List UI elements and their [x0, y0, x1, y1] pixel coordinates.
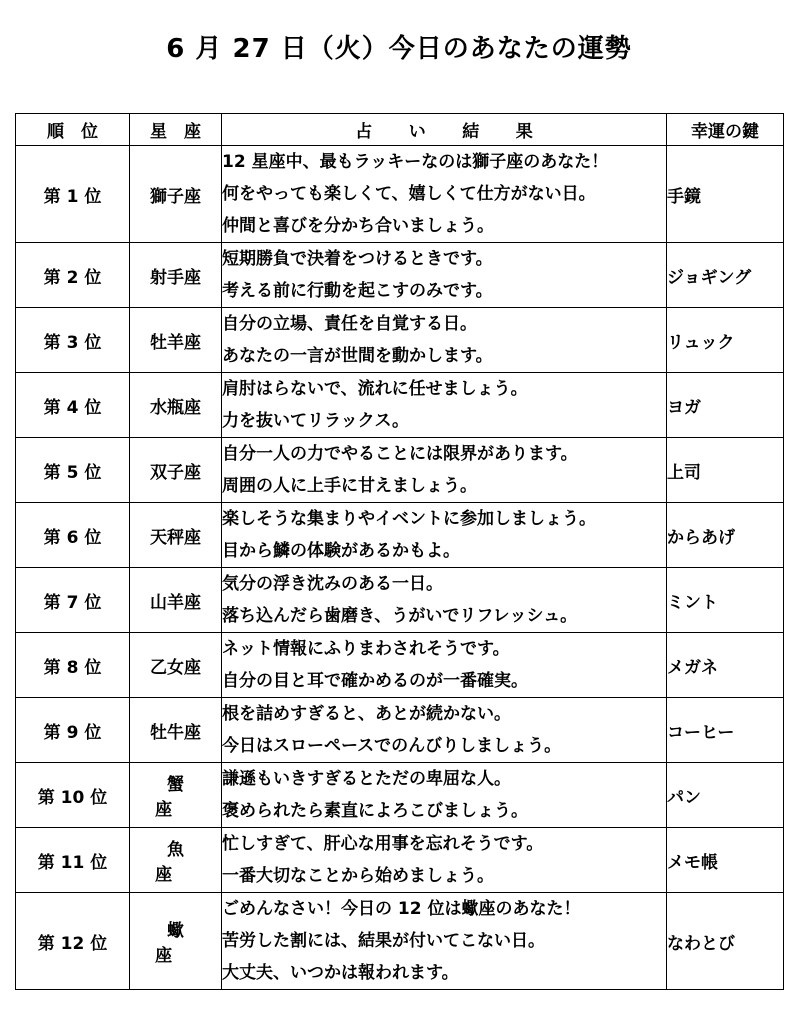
sign-cell: 牡羊座: [130, 308, 222, 373]
lucky-key-cell: ジョギング: [667, 243, 784, 308]
fortune-table: [15, 113, 784, 990]
lucky-key-cell: ミント: [667, 568, 784, 633]
result-line: 目から鱗の体験があるかもよ。: [222, 541, 460, 561]
lucky-key-cell: なわとび: [667, 893, 784, 990]
table-row: [16, 893, 784, 990]
result-line: 12 星座中、最もラッキーなのは獅子座のあなた！: [222, 152, 609, 172]
sign-cell: 天秤座: [130, 503, 222, 568]
result-cell: [222, 308, 667, 373]
rank-cell: 第 12 位: [16, 893, 130, 990]
sign-cell: 射手座: [130, 243, 222, 308]
lucky-key-cell: メモ帳: [667, 828, 784, 893]
result-line: 肩肘はらないで、流れに任せましょう。: [222, 379, 528, 399]
lucky-key-cell: パン: [667, 763, 784, 828]
result-cell: [222, 146, 667, 243]
table-row: [16, 373, 784, 438]
result-line: 一番大切なことから始めましょう。: [222, 866, 494, 886]
result-line: 仲間と喜びを分かち合いましょう。: [222, 216, 494, 236]
result-line: 周囲の人に上手に甘えましょう。: [222, 476, 477, 496]
lucky-key-cell: 上司: [667, 438, 784, 503]
sign-cell: 水瓶座: [130, 373, 222, 438]
result-line: 短期勝負で決着をつけるときです。: [222, 249, 493, 269]
result-line: 力を抜いてリラックス。: [222, 411, 409, 431]
table-body: [16, 146, 784, 990]
result-cell: [222, 828, 667, 893]
result-cell: [222, 373, 667, 438]
table-row: [16, 308, 784, 373]
lucky-key-cell: コーヒー: [667, 698, 784, 763]
lucky-key-cell: メガネ: [667, 633, 784, 698]
table-row: [16, 146, 784, 243]
sign-cell: 双子座: [130, 438, 222, 503]
sign-cell: 獅子座: [130, 146, 222, 243]
result-line: 忙しすぎて、肝心な用事を忘れそうです。: [222, 834, 544, 854]
lucky-key-cell: 手鏡: [667, 146, 784, 243]
sign-cell: 魚座: [130, 828, 222, 893]
table-header-row: [16, 114, 784, 146]
rank-cell: 第 9 位: [16, 698, 130, 763]
sign-cell: 蠍座: [130, 893, 222, 990]
table-row: [16, 438, 784, 503]
result-line: 気分の浮き沈みのある一日。: [222, 574, 443, 594]
result-line: 根を詰めすぎると、あとが続かない。: [222, 704, 511, 724]
result-line: 自分の立場、責任を自覚する日。: [222, 314, 477, 334]
result-line: 落ち込んだら歯磨き、うがいでリフレッシュ。: [222, 606, 578, 626]
table-row: [16, 503, 784, 568]
sign-cell: 山羊座: [130, 568, 222, 633]
result-line: ネット情報にふりまわされそうです。: [222, 639, 510, 659]
table-row: [16, 763, 784, 828]
result-line: あなたの一言が世間を動かします。: [222, 346, 493, 366]
table-row: [16, 243, 784, 308]
lucky-key-cell: ヨガ: [667, 373, 784, 438]
page-title: 6 月 27 日（火）今日のあなたの運勢: [166, 34, 632, 64]
result-line: 苦労した割には、結果が付いてこない日。: [222, 931, 545, 951]
result-cell: [222, 893, 667, 990]
result-line: 褒められたら素直によろこびましょう。: [222, 801, 528, 821]
result-line: 自分の目と耳で確かめるのが一番確実。: [222, 671, 528, 691]
rank-cell: 第 8 位: [16, 633, 130, 698]
result-line: 考える前に行動を起こすのみです。: [222, 281, 493, 301]
result-cell: [222, 698, 667, 763]
table-row: [16, 568, 784, 633]
sign-cell: 牡牛座: [130, 698, 222, 763]
rank-cell: 第 11 位: [16, 828, 130, 893]
result-line: 何をやっても楽しくて、嬉しくて仕方がない日。: [222, 184, 596, 204]
table-row: [16, 698, 784, 763]
result-line: 謙遜もいきすぎるとただの卑屈な人。: [222, 769, 511, 789]
result-cell: [222, 633, 667, 698]
result-cell: [222, 503, 667, 568]
result-cell: [222, 568, 667, 633]
rank-cell: 第 3 位: [16, 308, 130, 373]
header-result: 占 い 結 果: [222, 114, 667, 146]
table-row: [16, 633, 784, 698]
rank-cell: 第 7 位: [16, 568, 130, 633]
table-row: [16, 828, 784, 893]
result-line: 今日はスローペースでのんびりしましょう。: [222, 736, 562, 756]
result-cell: [222, 243, 667, 308]
header-rank: 順 位: [16, 114, 130, 146]
rank-cell: 第 2 位: [16, 243, 130, 308]
result-line: 自分一人の力でやることには限界があります。: [222, 444, 578, 464]
rank-cell: 第 4 位: [16, 373, 130, 438]
result-line: ごめんなさい！今日の 12 位は蠍座のあなた！: [222, 899, 581, 919]
result-line: 大丈夫、いつかは報われます。: [222, 963, 459, 983]
lucky-key-cell: リュック: [667, 308, 784, 373]
rank-cell: 第 1 位: [16, 146, 130, 243]
rank-cell: 第 6 位: [16, 503, 130, 568]
header-key: 幸運の鍵: [667, 114, 784, 146]
result-line: 楽しそうな集まりやイベントに参加しましょう。: [222, 509, 596, 529]
result-cell: [222, 438, 667, 503]
result-cell: [222, 763, 667, 828]
header-sign: 星 座: [130, 114, 222, 146]
rank-cell: 第 5 位: [16, 438, 130, 503]
lucky-key-cell: からあげ: [667, 503, 784, 568]
sign-cell: 蟹座: [130, 763, 222, 828]
sign-cell: 乙女座: [130, 633, 222, 698]
rank-cell: 第 10 位: [16, 763, 130, 828]
